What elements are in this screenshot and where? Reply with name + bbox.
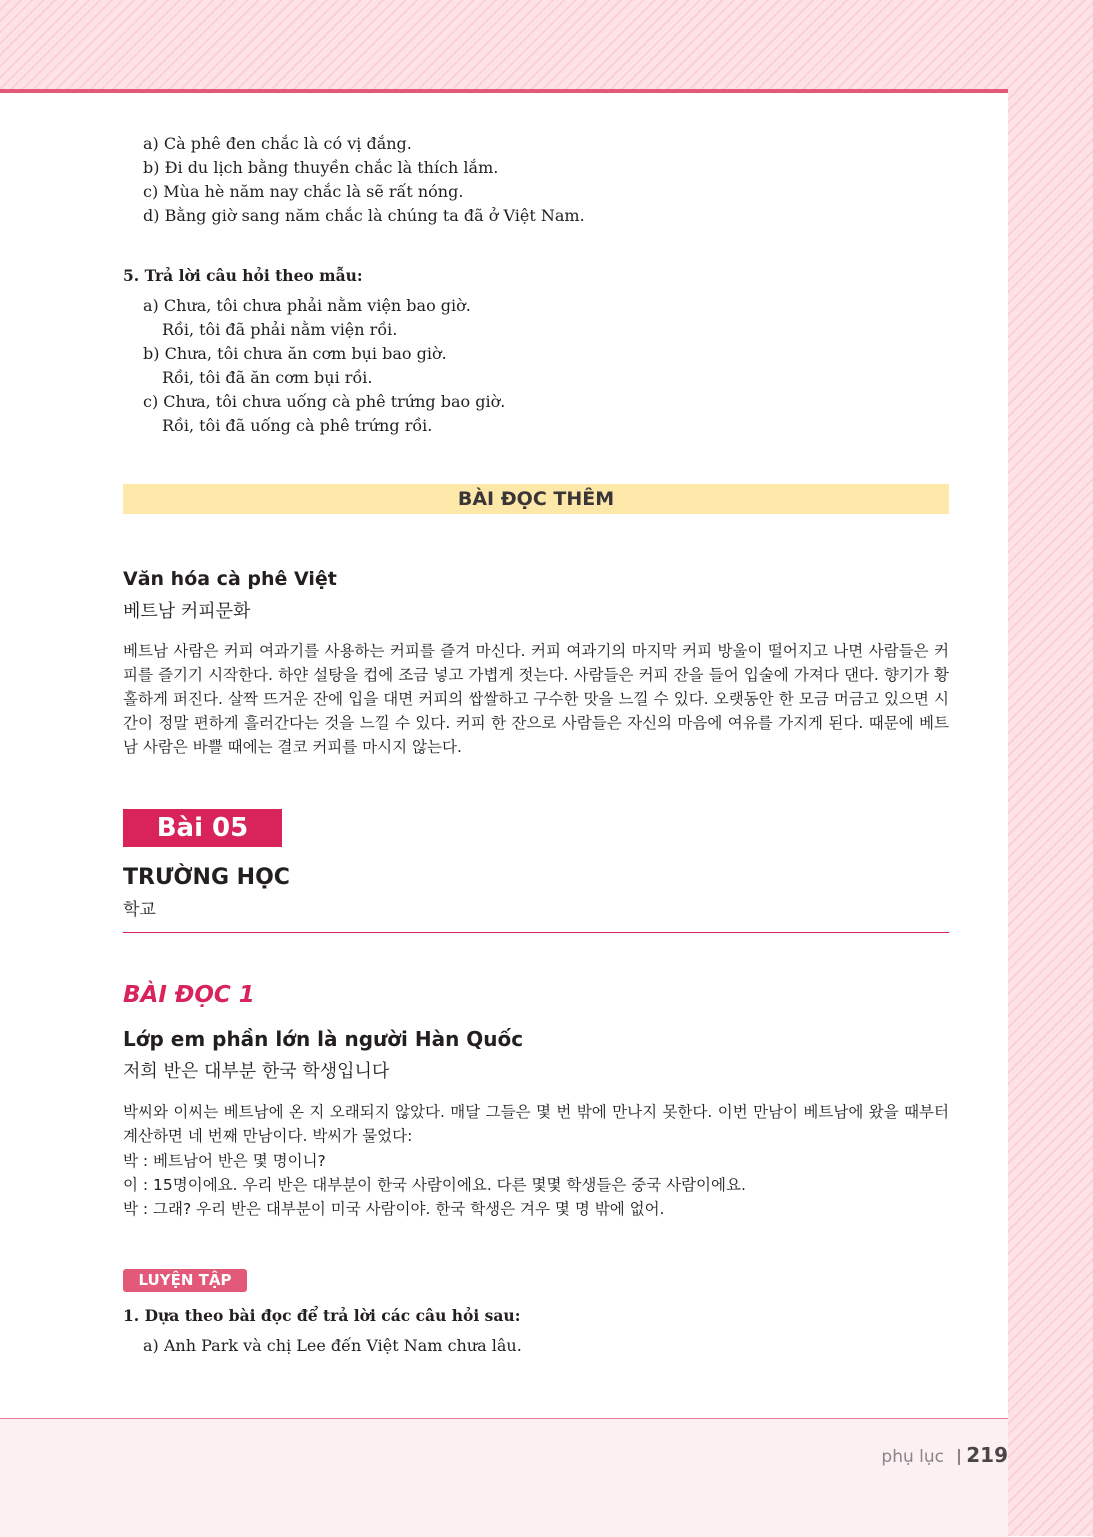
answer-5c-yes: Rồi, tôi đã uống cà phê trứng rồi. xyxy=(162,416,433,435)
answer-5a-yes: Rồi, tôi đã phải nằm viện rồi. xyxy=(162,320,398,339)
answer-5c-no: c) Chưa, tôi chưa uống cà phê trứng bao giờ. xyxy=(143,392,506,411)
dialogue-line-1: 박 : 베트남어 반은 몇 명이니? xyxy=(123,1152,326,1170)
top-stripe-decoration xyxy=(0,0,1093,90)
lesson-tag: Bài 05 xyxy=(123,809,282,847)
answer-5a-no: a) Chưa, tôi chưa phải nằm viện bao giờ. xyxy=(143,296,471,315)
answer-4d: d) Bằng giờ sang năm chắc là chúng ta đã ở Việt Nam. xyxy=(143,206,585,225)
answer-4b: b) Đi du lịch bằng thuyền chắc là thích lắm. xyxy=(143,158,499,177)
practice-tag: LUYỆN TẬP xyxy=(123,1269,247,1292)
page-number: 219 xyxy=(966,1443,1008,1467)
right-stripe-decoration xyxy=(1008,90,1093,1536)
lesson-divider xyxy=(123,932,949,933)
lesson-title: TRƯỜNG HỌC xyxy=(123,865,290,890)
answer-5b-yes: Rồi, tôi đã ăn cơm bụi rồi. xyxy=(162,368,373,387)
answer-4c: c) Mùa hè năm nay chắc là sẽ rất nóng. xyxy=(143,182,464,201)
practice-q1-heading: 1. Dựa theo bài đọc để trả lời các câu hỏi sau: xyxy=(123,1306,521,1325)
dialogue-line-2: 이 : 15명이에요. 우리 반은 대부분이 한국 사람이에요. 다른 몇몇 학생들은 중국 사람이에요. xyxy=(123,1176,746,1194)
reading-1-label: BÀI ĐỌC 1 xyxy=(123,982,255,1008)
extra-reading-title: Văn hóa cà phê Việt xyxy=(123,568,337,590)
extra-reading-title-ko: 베트남 커피문화 xyxy=(123,601,251,622)
footer-label: phụ lục xyxy=(881,1447,944,1467)
page-footer xyxy=(0,1418,1008,1537)
exercise-5-heading: 5. Trả lời câu hỏi theo mẫu: xyxy=(123,266,363,285)
extra-reading-paragraph: 베트남 사람은 커피 여과기를 사용하는 커피를 즐겨 마신다. 커피 여과기의 마지막 커피 방울이 떨어지고 나면 사람들은 커피를 즐기기 시작한다. 하얀 설탕을 컵에 조금 넣고 가볍게 젓는다. 사람들은 커피 잔을 들어 입술에 가져다 댄다. 향기가 황홀하게 퍼진다. 살짝 뜨거운 잔에 입을 대면 커피의 쌉쌀하고 구수한 맛을 느낄 수 있다. 오랫동안 한 모금 머금고 있으면 시간이 정말 편하게 흘러간다는 것을 느낄 수 있다. 커피 한 잔으로 사람들은 자신의 마음에 여유를 가지게 된다. 때문에 베트남 사람은 바쁠 때에는 결코 커피를 마시지 않는다. xyxy=(123,642,949,756)
top-rule xyxy=(0,89,1008,93)
reading-1-intro: 박씨와 이씨는 베트남에 온 지 오래되지 않았다. 매달 그들은 몇 번 밖에 만나지 못한다. 이번 만남이 베트남에 왔을 때부터 계산하면 네 번째 만남이다. 박씨가 물었다: xyxy=(123,1103,949,1145)
footer-separator xyxy=(958,1449,960,1465)
practice-q1-a: a) Anh Park và chị Lee đến Việt Nam chưa lâu. xyxy=(143,1336,522,1355)
dialogue-line-3: 박 : 그래? 우리 반은 대부분이 미국 사람이야. 한국 학생은 겨우 몇 명 밖에 없어. xyxy=(123,1200,665,1218)
reading-1-title-ko: 저희 반은 대부분 한국 학생입니다 xyxy=(123,1061,390,1082)
answer-5b-no: b) Chưa, tôi chưa ăn cơm bụi bao giờ. xyxy=(143,344,447,363)
reading-1-title: Lớp em phần lớn là người Hàn Quốc xyxy=(123,1027,524,1051)
extra-reading-band: BÀI ĐỌC THÊM xyxy=(123,484,949,514)
lesson-title-ko: 학교 xyxy=(123,900,156,920)
answer-4a: a) Cà phê đen chắc là có vị đắng. xyxy=(143,134,412,153)
